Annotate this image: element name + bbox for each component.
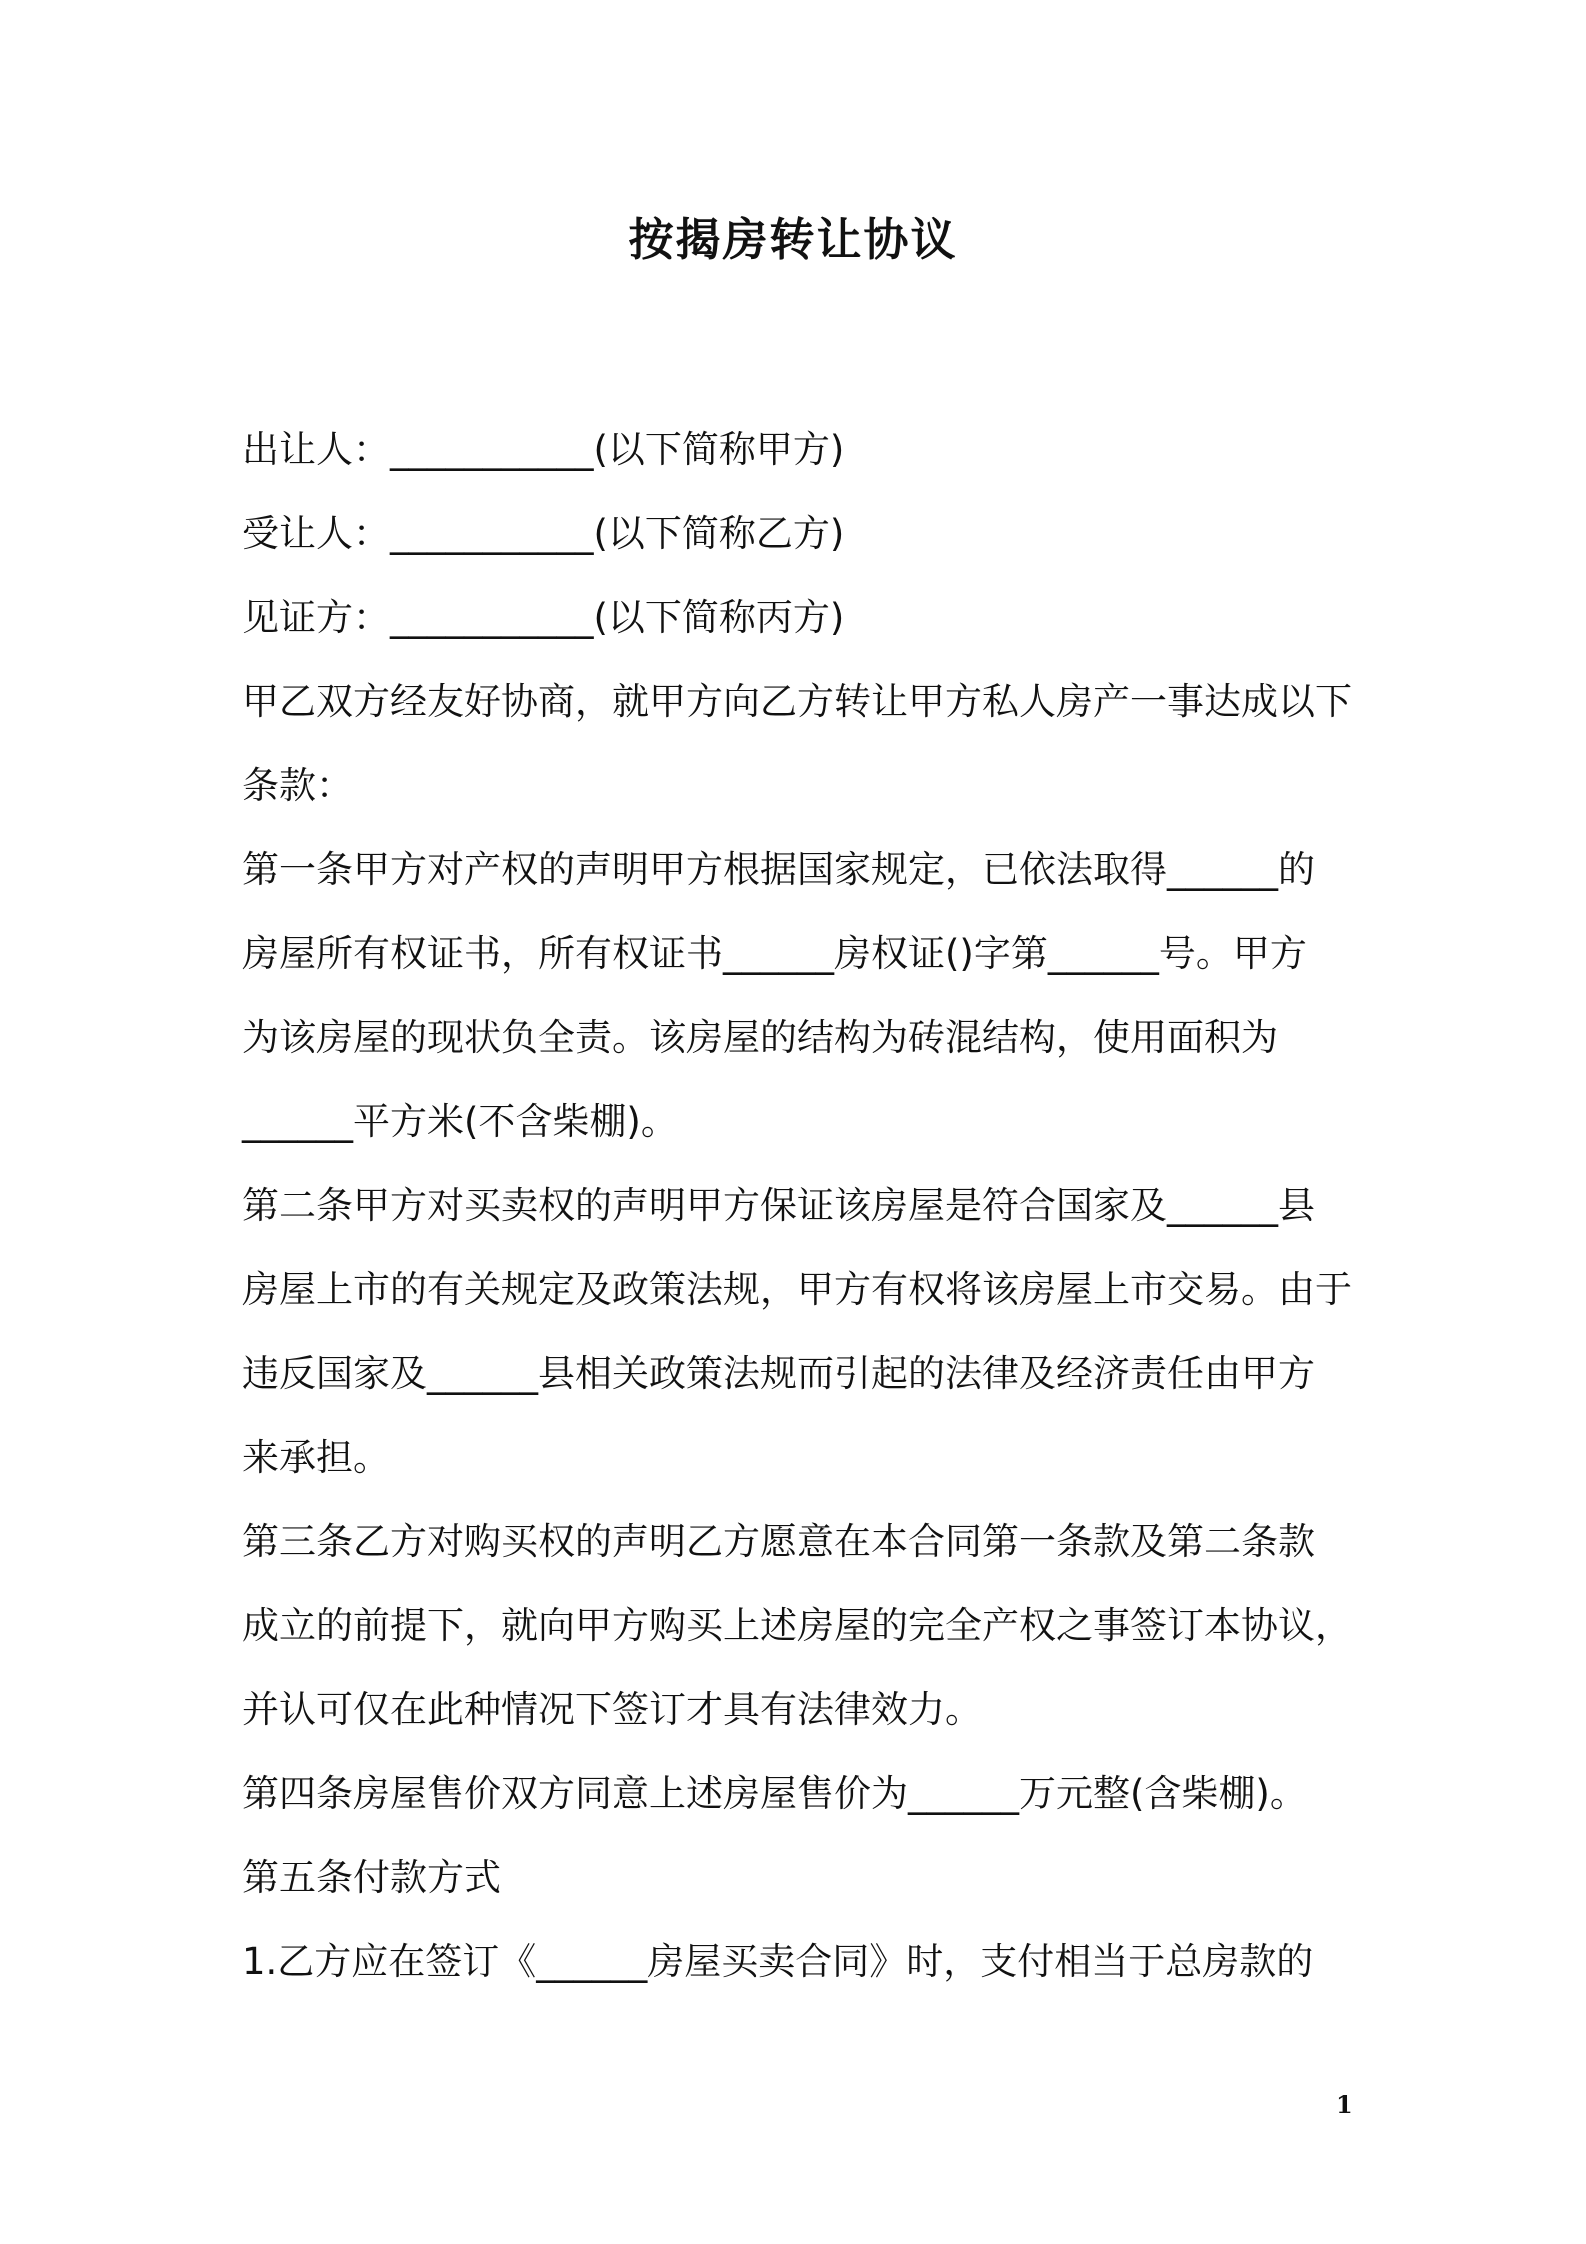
article-5-heading: 第五条付款方式 — [242, 1856, 501, 1899]
article-1-line-4: ______平方米(不含柴棚)。 — [242, 1100, 678, 1143]
document-body — [242, 408, 1362, 2004]
article-4-line-1: 第四条房屋售价双方同意上述房屋售价为______万元整(含柴棚)。 — [242, 1772, 1307, 1815]
article-3-line-3: 并认可仅在此种情况下签订才具有法律效力。 — [242, 1688, 982, 1731]
article-5-item-1-line-1: 1.乙方应在签订《______房屋买卖合同》时，支付相当于总房款的 — [242, 1940, 1314, 1983]
party-transferor-line: 出让人：___________(以下简称甲方) — [242, 428, 845, 471]
document-title: 按揭房转让协议 — [628, 213, 958, 266]
preamble-line-1: 甲乙双方经友好协商，就甲方向乙方转让甲方私人房产一事达成以下 — [242, 680, 1352, 723]
preamble-line-2: 条款： — [242, 764, 353, 807]
article-2-line-1: 第二条甲方对买卖权的声明甲方保证该房屋是符合国家及______县 — [242, 1184, 1315, 1227]
page-number: 1 — [1336, 2090, 1353, 2119]
article-3-line-2: 成立的前提下，就向甲方购买上述房屋的完全产权之事签订本协议， — [242, 1604, 1352, 1647]
party-witness-line: 见证方：___________(以下简称丙方) — [242, 596, 845, 639]
party-transferee-line: 受让人：___________(以下简称乙方) — [242, 512, 845, 555]
article-1-line-3: 为该房屋的现状负全责。该房屋的结构为砖混结构，使用面积为 — [242, 1016, 1278, 1059]
article-2-line-2: 房屋上市的有关规定及政策法规，甲方有权将该房屋上市交易。由于 — [242, 1268, 1352, 1311]
article-2-line-3: 违反国家及______县相关政策法规而引起的法律及经济责任由甲方 — [242, 1352, 1315, 1395]
article-1-line-2: 房屋所有权证书，所有权证书______房权证()字第______号。甲方 — [242, 932, 1307, 975]
article-1-line-1: 第一条甲方对产权的声明甲方根据国家规定，已依法取得______的 — [242, 848, 1315, 891]
article-2-line-4: 来承担。 — [242, 1436, 390, 1479]
article-3-line-1: 第三条乙方对购买权的声明乙方愿意在本合同第一条款及第二条款 — [242, 1520, 1315, 1563]
